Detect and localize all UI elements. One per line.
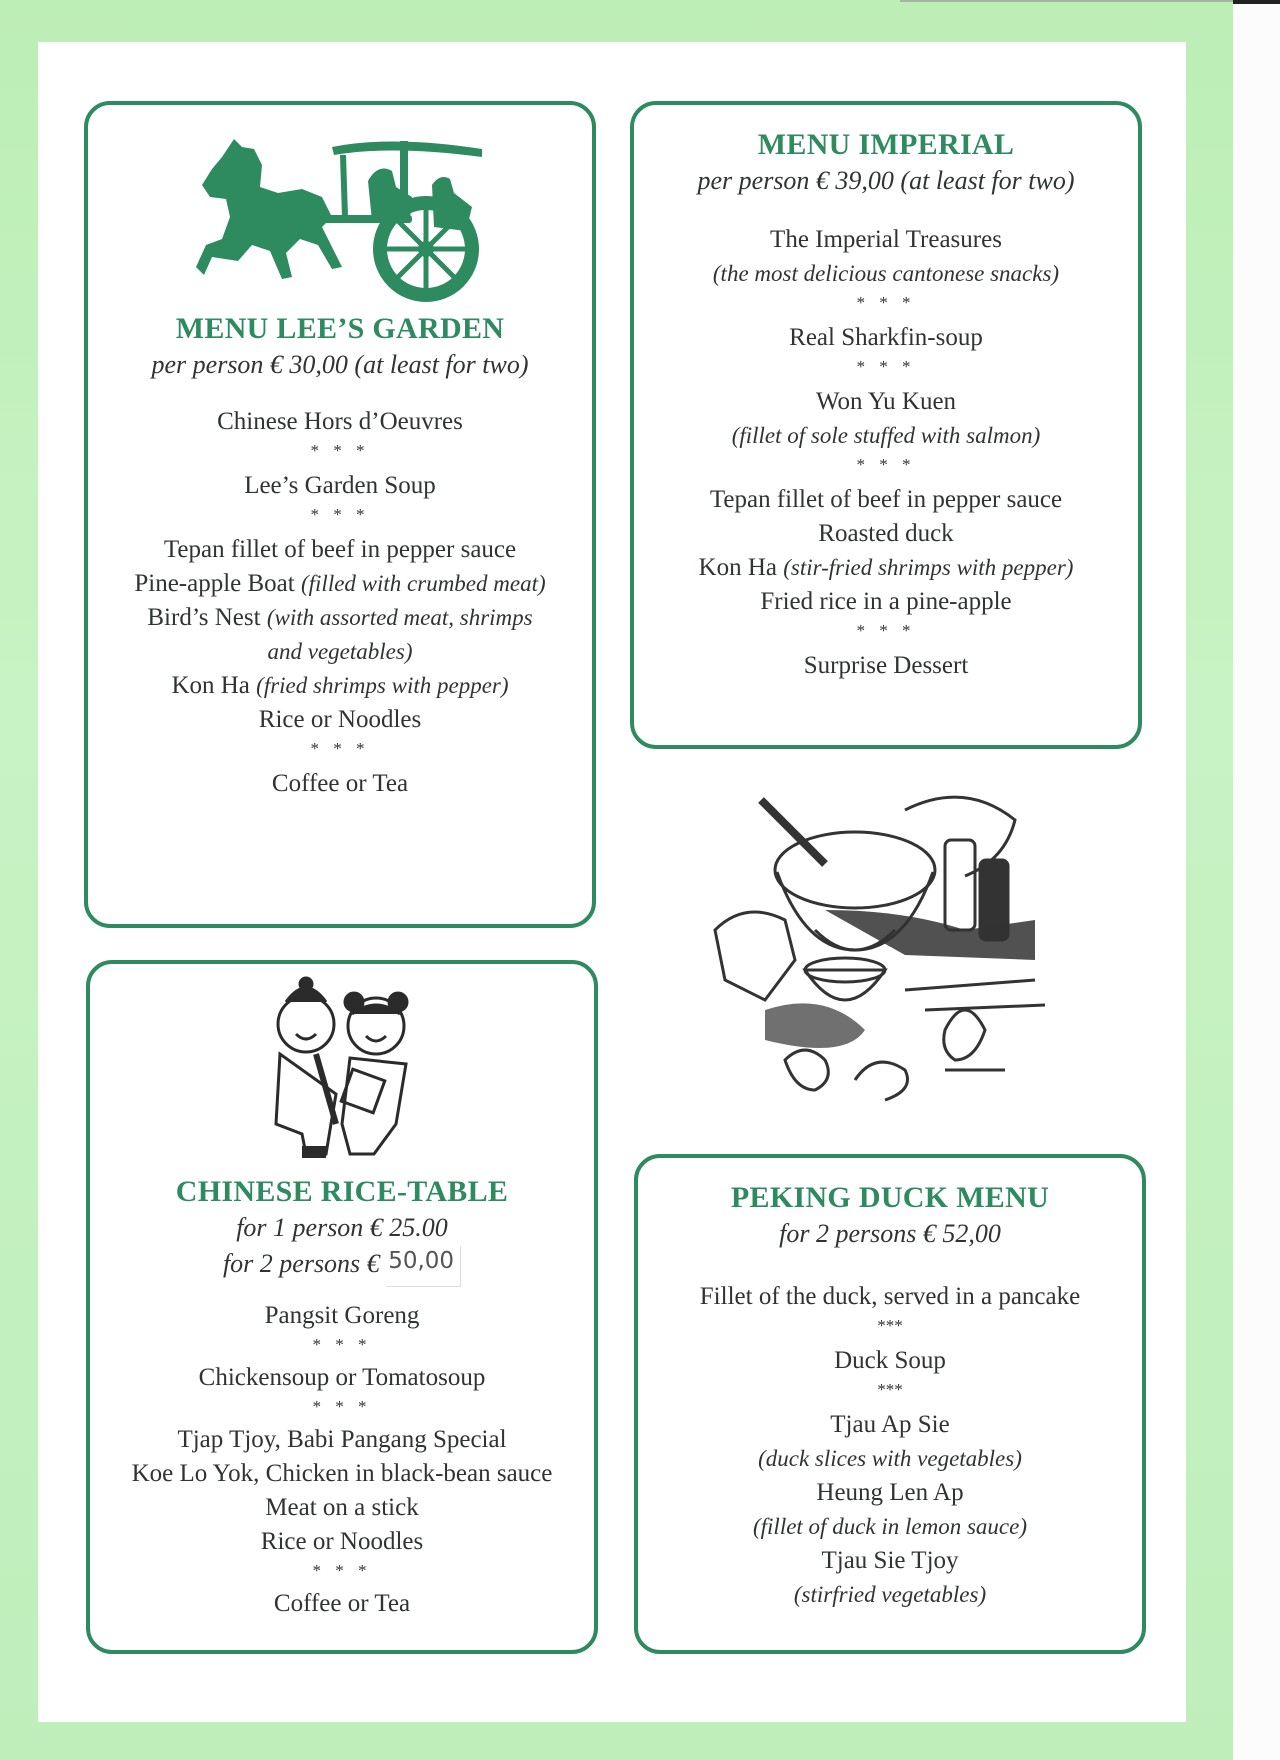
course-item: Chickensoup or Tomatosoup — [198, 1364, 486, 1391]
course-item: Tjap Tjoy, Babi Pangang Special — [177, 1426, 507, 1453]
course-name: Kon Ha — [171, 672, 250, 699]
course-description: (the most delicious cantonese snacks) — [712, 261, 1060, 286]
course-item: Tepan fillet of beef in pepper sauce — [709, 486, 1063, 513]
course-item: Tjau Ap Sie — [830, 1411, 950, 1438]
course-separator: * * * — [310, 505, 370, 524]
course-description: (stir-fried shrimps with pepper) — [783, 555, 1074, 580]
course-item: Rice or Noodles — [258, 706, 422, 733]
course-item: Coffee or Tea — [271, 770, 409, 797]
menu-price-double — [90, 1246, 594, 1287]
menu-box-lees-garden — [84, 101, 596, 928]
menu-title: MENU IMPERIAL — [757, 128, 1015, 161]
course-separator: * * * — [856, 621, 916, 640]
course-item: Tepan fillet of beef in pepper sauce — [163, 536, 517, 563]
course-item: Tjau Sie Tjoy — [821, 1547, 959, 1574]
course-item: Meat on a stick — [265, 1494, 419, 1521]
course-description: (filled with crumbed meat) — [300, 571, 546, 596]
page-margin-strip — [1233, 0, 1280, 1760]
course-item: Heung Len Ap — [816, 1479, 964, 1506]
course-item: Pangsit Goreng — [264, 1302, 420, 1329]
course-name: Kon Ha — [698, 554, 777, 581]
menu-box-imperial — [630, 101, 1142, 749]
course-item: Fillet of the duck, served in a pancake — [699, 1283, 1081, 1310]
course-name: Bird’s Nest — [147, 604, 261, 631]
course-item — [88, 567, 592, 601]
course-item: The Imperial Treasures — [770, 226, 1002, 253]
course-item — [634, 551, 1138, 585]
menu-page — [38, 42, 1186, 1722]
course-item: Real Sharkfin-soup — [789, 324, 983, 351]
scan-edge-dark — [1233, 0, 1280, 4]
course-name: Pine-apple Boat — [134, 570, 295, 597]
price-label: for 2 persons € — [222, 1249, 380, 1278]
course-separator: * * * — [856, 357, 916, 376]
menu-price: per person € 39,00 (at least for two) — [697, 166, 1075, 195]
course-description: (fried shrimps with pepper) — [256, 673, 509, 698]
course-separator: * * * — [312, 1335, 372, 1354]
menu-box-peking-duck — [634, 1154, 1146, 1654]
course-item: Roasted duck — [818, 520, 954, 547]
course-item: Coffee or Tea — [273, 1590, 411, 1617]
course-item: Lee’s Garden Soup — [244, 472, 436, 499]
course-item: Koe Lo Yok, Chicken in black-bean sauce — [131, 1460, 553, 1487]
course-item: Fried rice in a pine-apple — [760, 588, 1012, 615]
menu-title: CHINESE RICE-TABLE — [175, 1175, 509, 1208]
course-item: Won Yu Kuen — [815, 388, 957, 415]
course-separator: * * * — [312, 1397, 372, 1416]
course-separator: * * * — [856, 293, 916, 312]
course-description: and vegetables) — [267, 639, 413, 664]
handwritten-price: 50,00 — [386, 1246, 461, 1287]
horse-carriage-icon — [88, 105, 592, 305]
course-item: Rice or Noodles — [260, 1528, 424, 1555]
course-separator: * * * — [310, 441, 370, 460]
course-description: (stirfried vegetables) — [793, 1582, 987, 1607]
course-item: Surprise Dessert — [803, 652, 969, 679]
course-item: Duck Soup — [834, 1347, 946, 1374]
course-item — [88, 601, 592, 635]
children-icon — [90, 964, 594, 1174]
menu-title: PEKING DUCK MENU — [730, 1181, 1050, 1214]
wok-cooking-illustration — [705, 780, 1065, 1110]
course-item — [88, 669, 592, 703]
menu-box-rice-table — [86, 960, 598, 1654]
course-item: Chinese Hors d’Oeuvres — [217, 408, 463, 435]
menu-price-single: for 1 person € 25.00 — [236, 1213, 448, 1242]
scan-edge — [900, 0, 1233, 2]
menu-price: for 2 persons € 52,00 — [779, 1219, 1001, 1248]
course-description: (fillet of duck in lemon sauce) — [752, 1514, 1027, 1539]
menu-title: MENU LEE’S GARDEN — [175, 312, 505, 345]
course-separator: * * * — [856, 455, 916, 474]
course-description: (duck slices with vegetables) — [758, 1446, 1022, 1471]
course-description: (with assorted meat, shrimps — [266, 605, 533, 630]
course-separator: *** — [877, 1380, 903, 1399]
course-separator: * * * — [310, 739, 370, 758]
menu-price: per person € 30,00 (at least for two) — [151, 350, 529, 379]
course-separator: * * * — [312, 1561, 372, 1580]
course-separator: *** — [877, 1316, 903, 1335]
course-description: (fillet of sole stuffed with salmon) — [731, 423, 1041, 448]
